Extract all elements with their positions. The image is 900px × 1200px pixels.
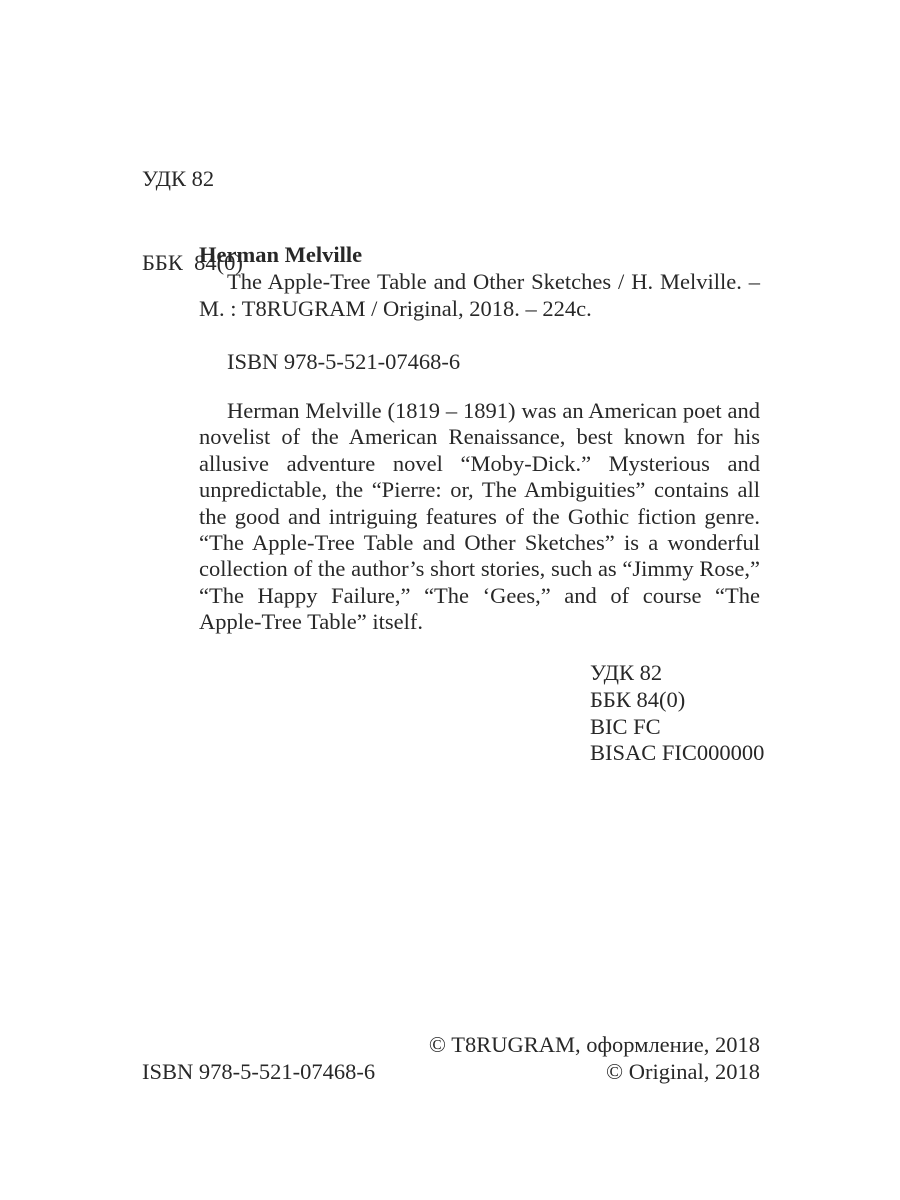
bbk-code: ББК 84(0) [590,686,686,712]
copyright-original-line: © Original, 2018 [606,1059,760,1084]
footer-bottom-line [142,1058,760,1085]
author-name: Herman Melville [199,242,363,267]
udk-code-top: УДК 82 [142,166,215,191]
classification-codes-block [590,660,764,767]
annotation-paragraph: Herman Melville (1819 – 1891) was an American poet and novelist of the American Renaissance, best known for his allusive adventure novel “Moby-Dick.” Mysterious and unpredictable, the “Pierre: or, The Ambiguities” contains all the good and intriguing features of the Gothic fiction genre. “The Apple-Tree Table and Other Sketches” is a wonderful collection of the author’s short stories, such as “Jimmy Rose,” “The Happy Failure,” “The ‘Gees,” and of course “The Apple-Tree Table” itself. [199,398,760,635]
bisac-code: BISAC FIC000000 [590,740,765,766]
bbk-code-top: ББК 84(0) [142,250,243,275]
bibliographic-entry [199,241,760,322]
footer-block [142,1031,760,1085]
bic-code: BIC FC [590,713,661,739]
biblio-description: The Apple-Tree Table and Other Sketches / H. Melville. – M. : T8RUGRAM / Original, 2018. – 224c. [199,269,760,321]
isbn-line: ISBN 978-5-521-07468-6 [227,349,461,374]
udk-code: УДК 82 [590,660,663,685]
footer-isbn: ISBN 978-5-521-07468-6 [142,1059,376,1084]
copyright-design-line: © T8RUGRAM, оформление, 2018 [428,1032,760,1057]
